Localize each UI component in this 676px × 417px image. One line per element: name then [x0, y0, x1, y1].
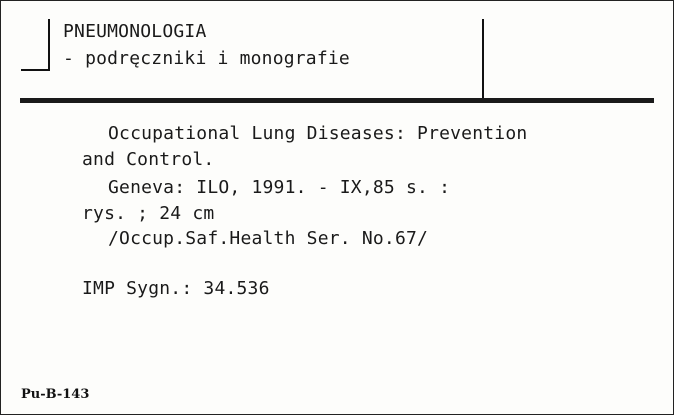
- imprint-line-2: rys. ; 24 cm: [82, 203, 215, 224]
- catalog-code: Pu-B-143: [21, 387, 90, 402]
- title-line-1: Occupational Lung Diseases: Prevention: [108, 123, 528, 144]
- subject-subheading: - podręczniki i monografie: [63, 48, 350, 69]
- header-rule: [20, 98, 654, 103]
- header-corner-vertical-mark: [48, 19, 50, 71]
- header-right-divider: [482, 19, 484, 99]
- title-line-2: and Control.: [82, 149, 215, 170]
- header-corner-horizontal-mark: [21, 69, 50, 71]
- call-number: IMP Sygn.: 34.536: [82, 278, 270, 299]
- imprint-line-1: Geneva: ILO, 1991. - IX,85 s. :: [108, 177, 451, 198]
- subject-heading: PNEUMONOLOGIA: [63, 21, 207, 42]
- series-statement: /Occup.Saf.Health Ser. No.67/: [108, 228, 429, 249]
